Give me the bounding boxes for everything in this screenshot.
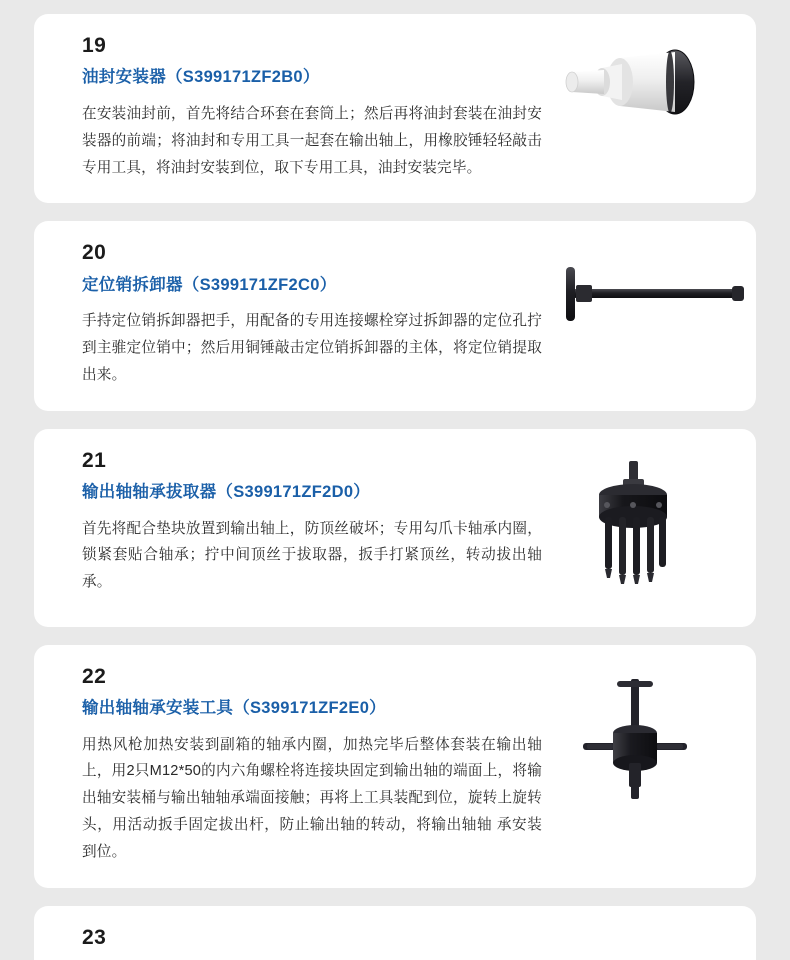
tool-card-20 <box>34 221 756 410</box>
text-column <box>82 665 542 866</box>
item-number: 19 <box>82 34 107 57</box>
card-content <box>82 449 730 605</box>
tool-card-23 <box>34 906 756 959</box>
figure-column <box>542 34 732 150</box>
tool-list-page <box>0 14 790 960</box>
figure-column <box>542 241 752 347</box>
text-column <box>82 926 542 959</box>
item-title: 定位销拆卸器（S399171ZF2C0） <box>82 275 337 294</box>
text-column <box>82 449 542 596</box>
bearing-installer-tool-icon <box>561 671 711 821</box>
tool-card-21 <box>34 429 756 627</box>
item-description: 手持定位销拆卸器把手，用配备的专用连接螺栓穿过拆卸器的定位孔拧到主骓定位销中；然后用铜锤敲击定位销拆卸器的主体，将定位销提取出来。 <box>82 313 542 383</box>
item-description: 在安装油封前，首先将结合环套在套筒上；然后再将油封套装在油封安装器的前端；将油封和专用工具一起套在输出轴上，用橡胶锤轻轻敲击专用工具，将油封安装到位，取下专用工具，油封安装完毕。 <box>82 105 542 176</box>
item-number: 23 <box>82 926 107 950</box>
item-description: 首先将配合垫块放置到输出轴上，防顶丝破坏；专用勾爪卡轴承内圈，锁紧套贴合轴承；拧中间顶丝于拔取器，扳手打紧顶丝，转动拔出轴承。 <box>82 520 542 591</box>
card-content <box>82 926 730 959</box>
item-number: 21 <box>82 448 107 472</box>
card-content <box>82 241 730 388</box>
figure-column <box>542 665 730 821</box>
tool-card-22 <box>34 645 756 888</box>
item-description: 用热风枪加热安装到副箱的轴承内圈，加热完毕后整体套装在输出轴上，用2只M12*50的内六角螺栓将连接块固定到输出轴的端面上，将输出轴安装桶与输出轴轴承端面接触；再将上工具装配到位，旋转上旋转头，用活动扳手固定拔出杆，防止输出轴的转动，将输出轴轴 承安装到位。 <box>82 736 542 861</box>
item-title: 输出轴轴承拔取器（S399171ZF2D0） <box>82 483 371 502</box>
item-number: 20 <box>82 241 107 265</box>
item-title: 油封安装器（S399171ZF2B0） <box>82 68 320 87</box>
tool-card-19 <box>34 14 756 203</box>
text-column <box>82 34 542 181</box>
seal-installer-tool-icon <box>542 40 732 150</box>
card-content <box>82 34 730 181</box>
item-title: 输出轴轴承安装工具（S399171ZF2E0） <box>82 699 386 718</box>
text-column <box>82 241 542 388</box>
card-content <box>82 665 730 866</box>
bearing-puller-tool-icon <box>561 455 711 605</box>
dowel-pin-puller-tool-icon <box>542 257 752 337</box>
item-number: 22 <box>82 664 107 688</box>
figure-column <box>542 449 730 605</box>
